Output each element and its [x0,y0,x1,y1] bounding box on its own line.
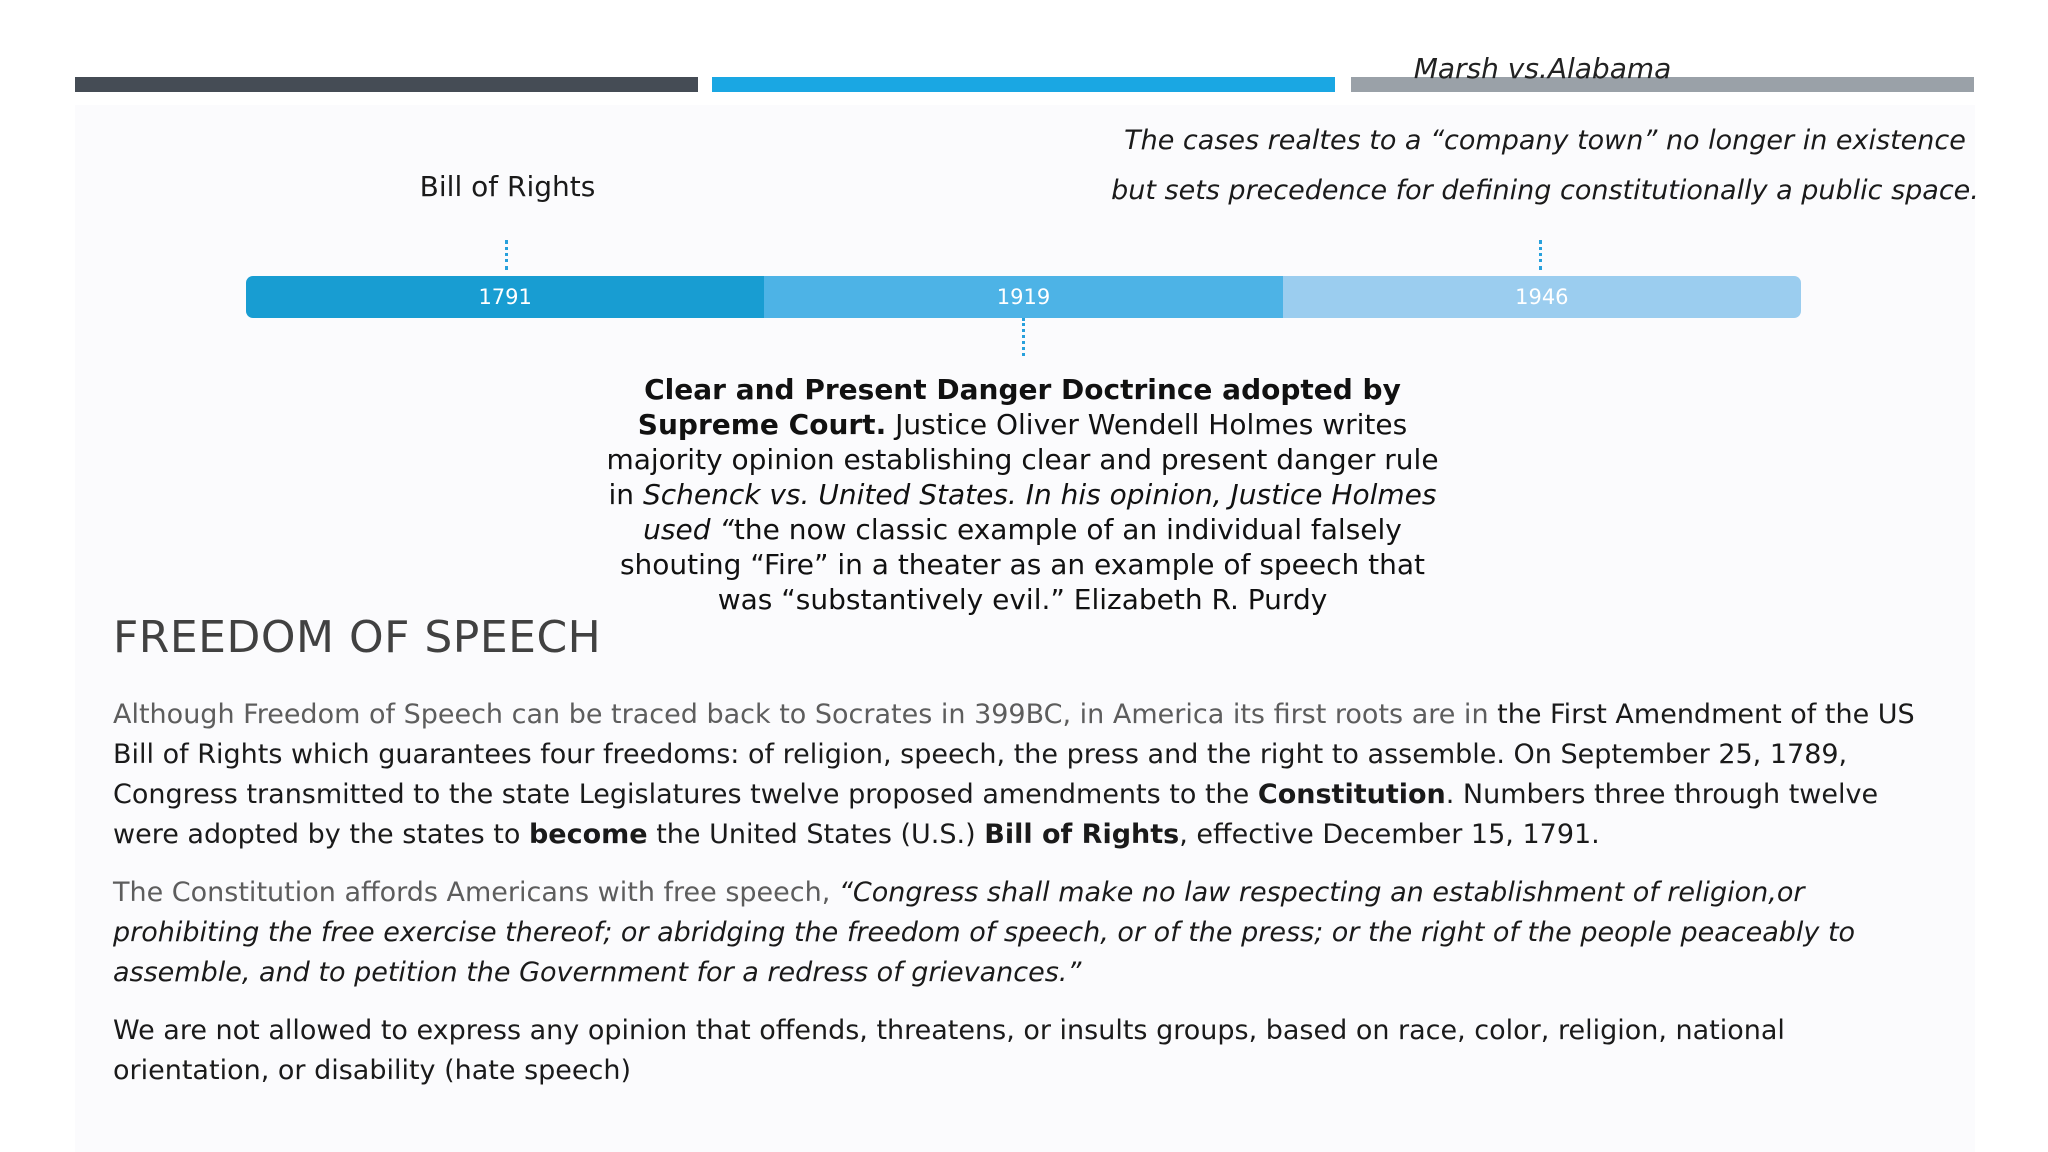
top-bar-blue [712,77,1335,92]
history-intro: Although Freedom of Speech can be traced back to Socrates in 399BC, in America its first roots are in [113,699,1498,730]
clear-danger-text: Justice Oliver Wendell Holmes writes majority opinion establishing clear and present danger rule in [606,408,1439,511]
timeline-year-1791: 1791 [246,276,764,318]
history-bold-bill: Bill of Rights [984,819,1180,850]
timeline-year-1946: 1946 [1283,276,1801,318]
paragraph-history [113,695,1943,855]
history-text-3: the United States (U.S.) [647,819,985,850]
marsh-title: Marsh vs.Alabama [1413,52,1672,85]
paragraph-constitution [113,873,1943,993]
history-text-4: , effective December 15, 1791. [1179,819,1600,850]
timeline-tick-1791 [505,240,508,270]
constitution-intro: The Constitution affords Americans with free speech, [113,877,839,908]
clear-danger-block [590,372,1455,617]
first-amendment-quote: “Congress shall make no law respecting an establishment of religion,or prohibiting the free exercise thereof; or abridging the freedom of speech, or of the press; or the right of the people peaceably to assemble, and to petition the Government for a redress of grievances.” [113,877,1856,988]
timeline-bar [246,276,1801,318]
page-title: FREEDOM OF SPEECH [113,612,602,663]
history-text-1: the First Amendment of the US Bill of Rights which guarantees four freedoms: of religion, speech, the press and the right to assemble. On September 25, 1789, Congress transmitted to the state Legislatures twelve proposed amendments to the [113,699,1915,810]
clear-danger-quote: the now classic example of an individual falsely shouting “Fire” in a theater as an example of speech that was “substantively evil.” Elizabeth R. Purdy [619,513,1426,616]
history-bold-become: become [528,819,648,850]
history-text-2: . Numbers three through twelve were adopted by the states to [113,779,1879,850]
timeline-tick-1946 [1539,240,1542,270]
timeline-year-1919: 1919 [764,276,1282,318]
paragraph-hate-speech: We are not allowed to express any opinion that offends, threatens, or insults groups, based on race, color, religion, national orientation, or disability (hate speech) [113,1015,1785,1086]
clear-danger-title: Clear and Present Danger Doctrince adopted by Supreme Court. [637,373,1401,441]
marsh-description: The cases realtes to a “company town” no longer in existence but sets precedence for defining constitutionally a public space. [1111,125,1979,206]
timeline-tick-1919 [1022,318,1025,356]
clear-danger-case: Schenck vs. United States. In his opinion, Justice Holmes used “ [642,478,1437,546]
bill-of-rights-label: Bill of Rights [419,170,596,203]
history-bold-constitution: Constitution [1257,779,1446,810]
top-bar-dark [75,77,698,92]
